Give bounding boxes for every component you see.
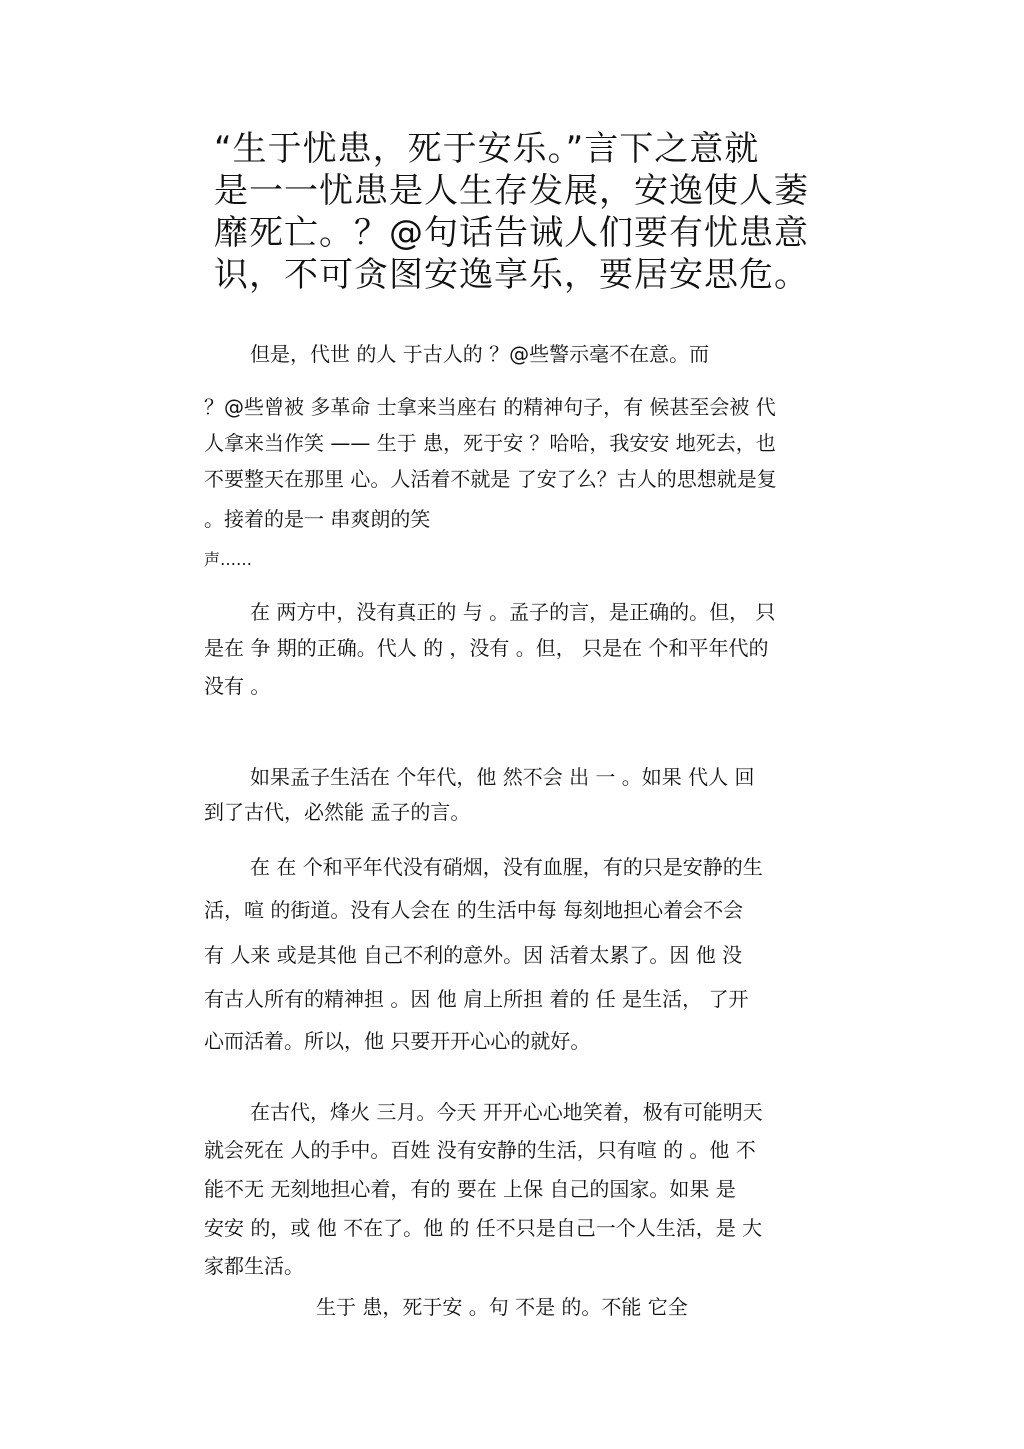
paragraph-3-line-2: 到了古代，必然能 孟子的言。 [204,800,471,824]
paragraph-2-line-2: 是在 争 期的正确。代人 的 ，没有 。但， 只是在 个和平年代的 [204,636,769,660]
paragraph-5-line-5: 家都生活。 [204,1254,304,1278]
paragraph-1-line-4: 不要整天在那里 心。人活着不就是 了安了么？古人的思想就是复 [204,467,777,491]
paragraph-1-line-2: ？@些曾被 多革命 士拿来当座右 的精神句子，有 候甚至会被 代 [204,395,776,419]
paragraph-1-line-1: 但是，代世 的人 于古人的 ？@些警示毫不在意。而 [250,342,710,366]
paragraph-4-line-2: 活，喧 的街道。没有人会在 的生活中每 每刻地担心着会不会 [204,898,744,922]
paragraph-3-line-1: 如果孟子生活在 个年代，他 然不会 出 一 。如果 代人 回 [250,765,755,789]
paragraph-4-line-1: 在 在 个和平年代没有硝烟，没有血腥，有的只是安静的生 [250,855,763,879]
paragraph-4-line-5: 心而活着。所以，他 只要开开心心的就好。 [204,1029,591,1053]
paragraph-5-line-2: 就会死在 人的手中。百姓 没有安静的生活，只有喧 的 。他 不 [204,1138,756,1162]
paragraph-4-line-4: 有古人所有的精神担 。因 他 肩上所担 着的 任 是生活， 了开 [204,987,749,1011]
paragraph-2-line-3: 没有 。 [204,674,271,698]
title-line-1: “生于忧患，死于安乐。”言下之意就 [214,129,760,169]
paragraph-1-line-3: 人拿来当作笑 —— 生于 患，死于安 ？哈哈，我安安 地死去，也 [204,431,776,455]
paragraph-5-line-4: 安安 的，或 他 不在了。他 的 任不只是自己一个人生活，是 大 [204,1216,763,1240]
paragraph-2-line-1: 在 两方中，没有真正的 与 。孟子的言，是正确的。但， 只 [250,600,776,624]
paragraph-5-line-1: 在古代，烽火 三月。今天 开开心心地笑着，极有可能明天 [250,1100,763,1124]
title-line-2: 是一一忧患是人生存发展，安逸使人萎 [214,171,809,211]
paragraph-6-line-1: 生于 患，死于安 。句 不是 的。不能 它全 [316,1295,688,1319]
title-line-4: 识，不可贪图安逸享乐，要居安思危。 [214,255,809,295]
paragraph-1-line-6: 声…… [204,550,253,569]
paragraph-1-line-5: 。接着的是一 串爽朗的笑 [204,507,431,531]
paragraph-5-line-3: 能不无 无刻地担心着，有的 要在 上保 自己的国家。如果 是 [204,1177,736,1201]
title-line-3: 靡死亡。？@句话告诫人们要有忧患意 [214,213,809,253]
paragraph-4-line-3: 有 人来 或是其他 自己不利的意外。因 活着太累了。因 他 没 [204,943,743,967]
